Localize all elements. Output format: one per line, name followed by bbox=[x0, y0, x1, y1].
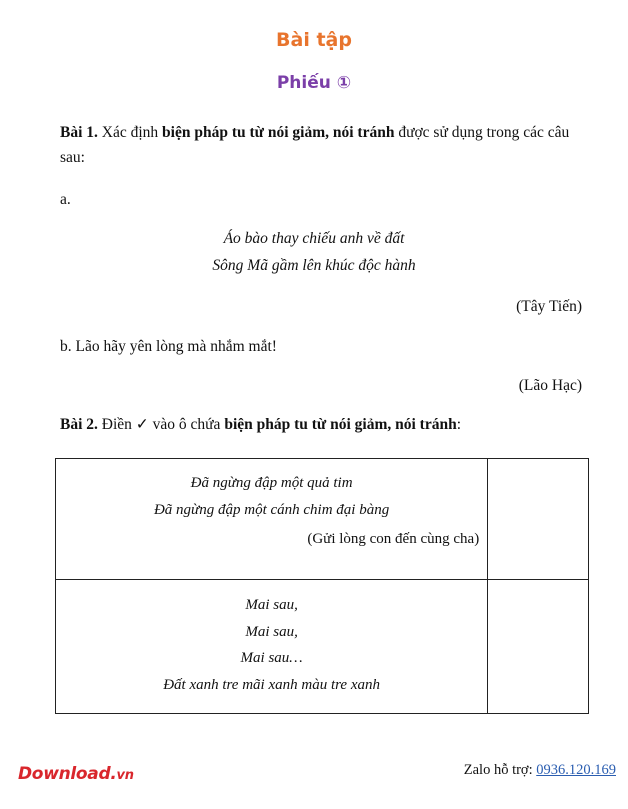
worksheet-title: Bài tập bbox=[276, 29, 352, 51]
table-row bbox=[56, 459, 589, 580]
row-2-poem-line-2: Mai sau, bbox=[245, 623, 298, 640]
row-1-poem-line-2: Đã ngừng đập một cánh chim đại bàng bbox=[153, 501, 390, 518]
part-b-line: b. Lão hãy yên lòng mà nhắm mắt! bbox=[60, 338, 277, 355]
row-2-poem-line-3: Mai sau… bbox=[240, 650, 303, 666]
zalo-label: Zalo hỗ trợ: bbox=[463, 762, 537, 778]
logo-main-text: Download bbox=[18, 764, 111, 784]
exercise-1-label: Bài 1. bbox=[60, 124, 98, 141]
part-b-source: (Lão Hạc) bbox=[518, 377, 582, 394]
zalo-support bbox=[464, 762, 616, 779]
exercise-2-text-start: Điền ✓ vào ô chứa bbox=[97, 416, 225, 433]
row-2-poem-line-1: Mai sau, bbox=[245, 597, 298, 613]
exercise-1-text-end: được sử dụng trong các câu sau: bbox=[60, 124, 570, 166]
download-vn-logo[interactable] bbox=[18, 764, 134, 784]
logo-dot: . bbox=[110, 764, 117, 784]
checkbox-cell-2[interactable] bbox=[488, 580, 589, 714]
exercise-2-table bbox=[55, 458, 589, 714]
row-1-source: (Gửi lòng con đến cùng cha) bbox=[307, 531, 480, 547]
poem-cell bbox=[56, 459, 488, 580]
row-1-poem-line-1: Đã ngừng đập một quả tim bbox=[190, 475, 353, 491]
part-a-source: (Tây Tiến) bbox=[516, 298, 582, 315]
table-row bbox=[56, 580, 589, 714]
exercise-2-bold-phrase: biện pháp tu từ nói giảm, nói tránh bbox=[224, 416, 457, 433]
exercise-2-label: Bài 2. bbox=[60, 416, 98, 433]
exercise-1-text-start: Xác định bbox=[97, 124, 163, 141]
zalo-phone-link[interactable]: 0936.120.169 bbox=[536, 762, 616, 778]
part-a-poem-line-1: Áo bào thay chiếu anh về đất bbox=[223, 230, 405, 247]
logo-tld: vn bbox=[116, 768, 134, 783]
exercise-1-bold-phrase: biện pháp tu từ nói giảm, nói tránh bbox=[162, 124, 395, 141]
exercise-2-prompt bbox=[60, 415, 461, 434]
exercise-1-prompt bbox=[60, 120, 584, 170]
poem-cell bbox=[56, 580, 488, 714]
checkbox-cell-1[interactable] bbox=[488, 459, 589, 580]
row-2-poem-line-4: Đất xanh tre mãi xanh màu tre xanh bbox=[163, 676, 380, 693]
exercise-2-text-end: : bbox=[456, 416, 462, 433]
worksheet-subtitle: Phiếu ① bbox=[276, 73, 352, 93]
part-a-poem-line-2: Sông Mã gầm lên khúc độc hành bbox=[212, 257, 416, 274]
part-a-label: a. bbox=[60, 191, 71, 208]
